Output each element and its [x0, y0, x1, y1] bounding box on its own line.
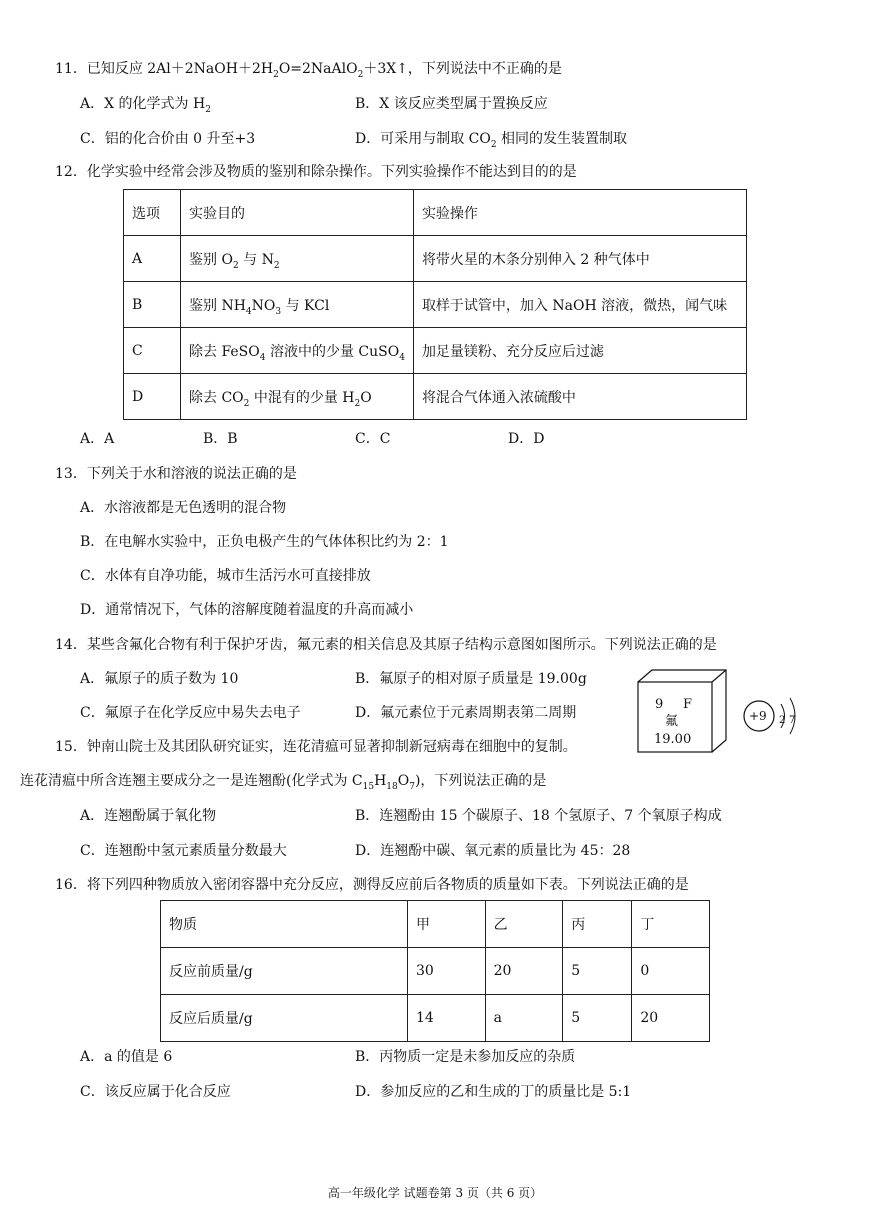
table-cell: 将混合气体通入浓硫酸中 — [413, 374, 746, 420]
q14-option-a: A．氟原子的质子数为 10 — [80, 671, 239, 687]
element-mass: 19.00 — [654, 732, 692, 747]
table-cell: 取样于试管中，加入 NaOH 溶液，微热，闻气味 — [413, 282, 746, 328]
table-header-cell: 物质 — [161, 901, 408, 948]
table-cell: 20 — [485, 948, 563, 995]
q12-option-a: A．A — [80, 431, 115, 447]
q15-option-a: A．连翘酚属于氧化物 — [80, 808, 217, 824]
q11-option-d: D．可采用与制取 $CO_2$ 相同的发生装置制取 — [355, 131, 628, 150]
table-cell: 反应后质量/g — [161, 995, 408, 1042]
q16-table — [160, 900, 710, 1042]
q16-stem: 16．将下列四种物质放入密闭容器中充分反应，测得反应前后各物质的质量如下表。下列说法正确的是 — [55, 877, 689, 893]
q16-option-b: B．丙物质一定是未参加反应的杂质 — [355, 1049, 576, 1065]
q13-stem: 13．下列关于水和溶液的说法正确的是 — [55, 466, 297, 482]
table-header-cell: 选项 — [124, 190, 181, 236]
table-cell: 除去 $CO_2$ 中混有的少量 $H_2O$ — [181, 374, 414, 420]
table-cell: 反应前质量/g — [161, 948, 408, 995]
q11-option-a: A．X 的化学式为 $H_2$ — [80, 96, 211, 115]
q16-option-d: D．参加反应的乙和生成的丁的质量比是 5:1 — [355, 1084, 632, 1100]
table-header-cell: 甲 — [408, 901, 486, 948]
table-row — [161, 948, 710, 995]
element-number: 9 — [655, 697, 664, 712]
table-row — [124, 374, 747, 420]
q11-option-c: C．铝的化合价由 0 升至+3 — [80, 131, 256, 147]
table-row — [124, 328, 747, 374]
table-header-cell: 丁 — [632, 901, 710, 948]
table-header-cell: 丙 — [563, 901, 632, 948]
q12-option-d: D．D — [508, 431, 545, 447]
q11-option-b: B．X 该反应类型属于置换反应 — [355, 96, 548, 112]
element-symbol: F — [683, 697, 693, 712]
table-row — [161, 995, 710, 1042]
table-cell: 14 — [408, 995, 486, 1042]
nucleus-charge: +9 — [749, 709, 767, 723]
q16-option-a: A．a 的值是 6 — [80, 1049, 173, 1065]
shell-2-electrons: 7 — [789, 715, 796, 726]
table-row — [161, 901, 710, 948]
table-cell: 鉴别 $O_2$ 与 $N_2$ — [181, 236, 414, 282]
table-cell: 除去 FeSO$_4$ 溶液中的少量 CuSO$_4$ — [181, 328, 414, 374]
q12-table — [123, 189, 747, 420]
q16-option-c: C．该反应属于化合反应 — [80, 1084, 231, 1100]
q14-option-d: D．氟元素位于元素周期表第二周期 — [355, 705, 577, 721]
q14-option-b: B．氟原子的相对原子质量是 19.00g — [355, 671, 587, 687]
q14-option-c: C．氟原子在化学反应中易失去电子 — [80, 705, 301, 721]
element-name: 氟 — [665, 714, 679, 729]
q11-stem: 11．已知反应 $2Al+2NaOH+2H_2O=2NaAlO_2+3X↑$，下列说法中不正确的是 — [55, 61, 562, 80]
table-cell: B — [124, 282, 181, 328]
table-cell: 20 — [632, 995, 710, 1042]
q12-option-b: B．B — [203, 431, 238, 447]
table-cell: 0 — [632, 948, 710, 995]
table-cell: 鉴别 $NH_4NO_3$ 与 KCl — [181, 282, 414, 328]
q12-option-c: C．C — [355, 431, 391, 447]
q13-option-b: B．在电解水实验中，正负电极产生的气体体积比约为 2：1 — [80, 534, 449, 550]
table-cell: 加足量镁粉、充分反应后过滤 — [413, 328, 746, 374]
q15-stem-line1: 15．钟南山院士及其团队研究证实，连花清瘟可显著抑制新冠病毒在细胞中的复制。 — [55, 739, 577, 755]
table-cell: D — [124, 374, 181, 420]
table-cell: 5 — [563, 995, 632, 1042]
table-cell: 30 — [408, 948, 486, 995]
q13-option-d: D．通常情况下，气体的溶解度随着温度的升高而减小 — [80, 602, 414, 618]
table-row — [124, 190, 747, 236]
table-header-cell: 实验操作 — [413, 190, 746, 236]
table-cell: 5 — [563, 948, 632, 995]
table-cell: 将带火星的木条分别伸入 2 种气体中 — [413, 236, 746, 282]
shell-1-electrons: 2 — [779, 715, 786, 726]
table-header-cell: 乙 — [485, 901, 563, 948]
q15-option-d: D．连翘酚中碳、氧元素的质量比为 45：28 — [355, 843, 631, 859]
table-cell: A — [124, 236, 181, 282]
q15-stem-line2: 连花清瘟中所含连翘主要成分之一是连翘酚(化学式为 $C_{15}H_{18}O_7$)，下列说法正确的是 — [20, 773, 547, 792]
table-row — [124, 236, 747, 282]
table-header-cell: 实验目的 — [181, 190, 414, 236]
table-row — [124, 282, 747, 328]
element-cell-edge — [712, 670, 726, 682]
q15-option-b: B．连翘酚由 15 个碳原子、18 个氢原子、7 个氧原子构成 — [355, 808, 722, 824]
q12-stem: 12．化学实验中经常会涉及物质的鉴别和除杂操作。下列实验操作不能达到目的的是 — [55, 164, 577, 180]
q13-option-c: C．水体有自净功能，城市生活污水可直接排放 — [80, 568, 371, 584]
page-footer: 高一年级化学 试题卷第 3 页（共 6 页） — [327, 1186, 543, 1200]
q15-option-c: C．连翘酚中氢元素质量分数最大 — [80, 843, 287, 859]
table-cell: C — [124, 328, 181, 374]
q13-option-a: A．水溶液都是无色透明的混合物 — [80, 500, 287, 516]
q14-stem: 14．某些含氟化合物有利于保护牙齿，氟元素的相关信息及其原子结构示意图如图所示。下列说法正确的是 — [55, 637, 717, 653]
table-cell: a — [485, 995, 563, 1042]
